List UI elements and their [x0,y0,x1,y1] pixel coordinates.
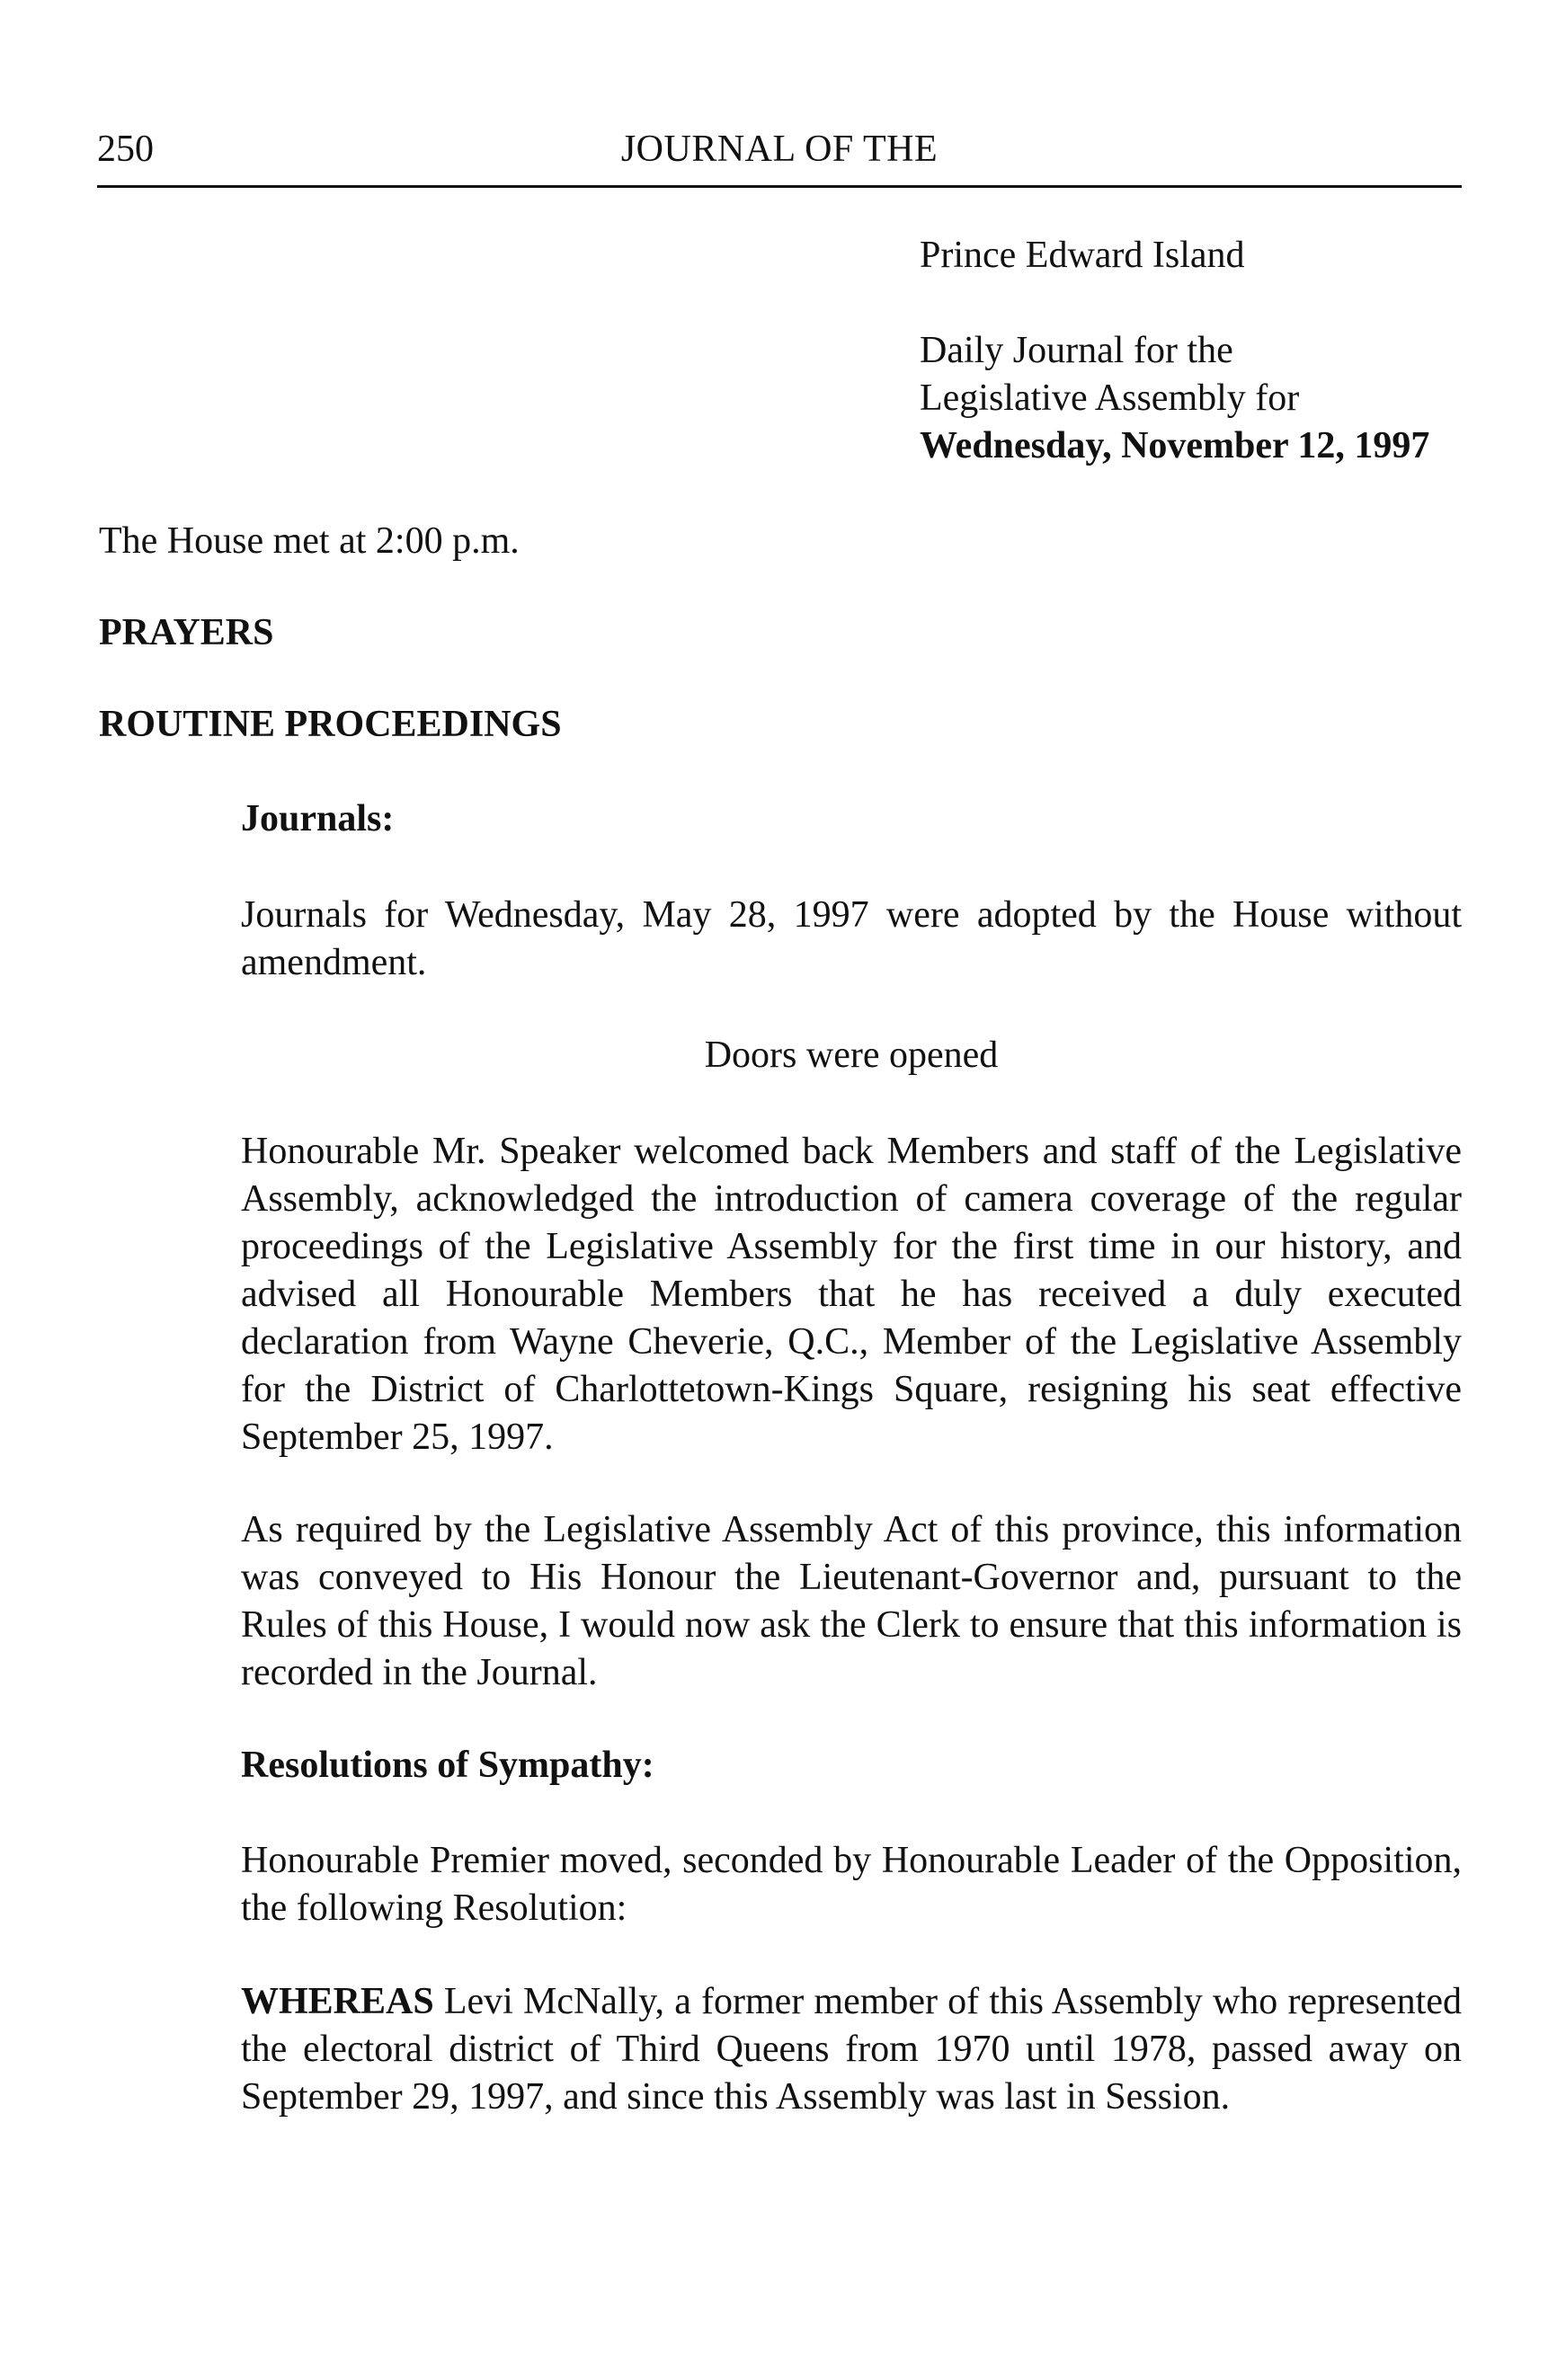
province-name: Prince Edward Island [920,235,1245,276]
resolutions-of-sympathy-heading: Resolutions of Sympathy: [241,1745,654,1786]
header-rule [97,185,1462,188]
running-head: JOURNAL OF THE [620,129,939,170]
journals-paragraph: Journals for Wednesday, May 28, 1997 were adopted by the House without amendment. [241,894,1462,983]
journal-title-line-2: Legislative Assembly for [920,377,1300,419]
journal-title [920,327,1429,470]
routine-proceedings-heading: ROUTINE PROCEEDINGS [99,704,562,745]
house-met-text: The House met at 2:00 p.m. [99,520,520,562]
page-number: 250 [97,129,154,170]
prayers-heading: PRAYERS [99,612,274,653]
whereas-label: WHEREAS [241,1981,434,2022]
sitting-date: Wednesday, November 12, 1997 [920,425,1430,466]
page-header [97,128,1462,183]
speaker-paragraph: Honourable Mr. Speaker welcomed back Members and staff of the Legislative Assembly, acknowledged the introduction of camera coverage of the regular proceedings of the Legislative Assembly for the first time in our history, and advised all Honourable Members that he has received a duly executed declaration from Wayne Cheverie, Q.C., Member of the Legislative Assembly for the District of Charlottetown-Kings Square, resigning his seat effective September 25, 1997. [241,1131,1462,1458]
doors-opened-text: Doors were opened [704,1035,999,1076]
whereas-paragraph [241,1978,1462,2121]
legislative-act-paragraph: As required by the Legislative Assembly Act of this province, this information was conveyed to His Honour the Lieutenant-Governor and, pursuant to the Rules of this House, I would now ask the Clerk to ensure that this information is recorded in the Journal. [241,1509,1462,1693]
premier-moved-paragraph: Honourable Premier moved, seconded by Honourable Leader of the Opposition, the following Resolution: [241,1840,1462,1929]
journals-heading: Journals: [241,798,395,839]
journal-title-line-1: Daily Journal for the [920,330,1233,371]
whereas-text: Levi McNally, a former member of this Assembly who represented the electoral district of Third Queens from 1970 until 1978, passed away on September 29, 1997, and since this Assembly was last in Session. [241,1981,1462,2118]
